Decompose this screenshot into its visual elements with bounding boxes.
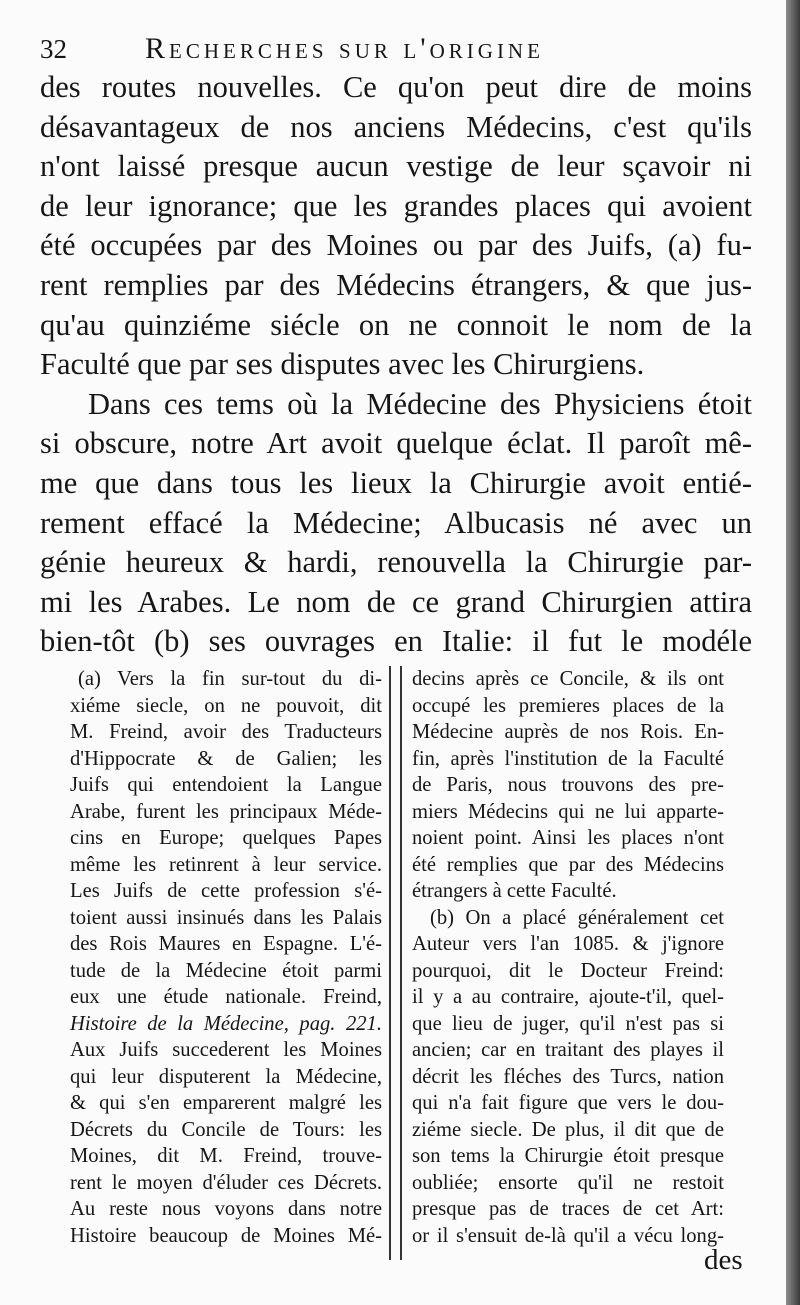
footnote-line: M. Freind, avoir des Traducteurs <box>70 721 382 743</box>
footnote-line: toient aussi insinués dans les Palais <box>70 906 382 929</box>
footnote-line: même les retinrent à leur service. <box>70 853 382 876</box>
footnote-line: il y a au contraire, ajoute-t'il, quel- <box>412 986 724 1008</box>
footnote-line: Décrets du Concile de Tours: les <box>70 1118 382 1141</box>
footnote-line: pourquoi, dit le Docteur Freind: <box>412 959 724 982</box>
text-line: bien-tôt (b) ses ouvrages en Italie: il fut le modéle <box>40 624 752 659</box>
footnote-line: fin, après l'institution de la Faculté <box>412 747 724 770</box>
text-line: été occupées par des Moines ou par des Juifs, (a) fu- <box>40 228 752 263</box>
footnote-line: ziéme siecle. De plus, il dit que de <box>412 1118 724 1141</box>
footnote-line: (b) On a placé généralement cet <box>430 906 724 929</box>
text-line: qu'au quinziéme siécle on ne connoit le nom de la <box>40 307 752 342</box>
footnote-line: ancien; car en traitant des playes il <box>412 1039 724 1061</box>
footnote-column-left <box>70 666 382 1249</box>
footnote-line: noient point. Ainsi les places n'ont <box>412 827 724 849</box>
footnote-line: cins en Europe; quelques Papes <box>70 827 382 849</box>
footnote-line: oubliée; ensorte qu'il ne restoit <box>412 1171 724 1194</box>
footnote-line: & qui s'en emparerent malgré les <box>70 1092 382 1114</box>
footnote-line: de Paris, nous trouvons des pre- <box>412 774 724 796</box>
text-line: Faculté que par ses disputes avec les Chirurgiens. <box>40 347 645 382</box>
column-divider <box>389 666 402 1260</box>
footnote-line: Arabe, furent les principaux Méde- <box>70 800 382 823</box>
footnote-line: que lieu de juger, qu'il n'est pas si <box>412 1012 724 1035</box>
text-line: rement effacé la Médecine; Albucasis né avec un <box>40 505 752 540</box>
text-line: de leur ignorance; que les grandes places qui avoient <box>40 188 752 223</box>
text-line: mi les Arabes. Le nom de ce grand Chirurgien attira <box>40 584 752 619</box>
text-line: désavantageux de nos anciens Médecins, c'est qu'ils <box>40 109 752 144</box>
footnote-line: Moines, dit M. Freind, trouve- <box>70 1145 382 1167</box>
footnote-line: Les Juifs de cette profession s'é- <box>70 880 382 902</box>
text-line: me que dans tous les lieux la Chirurgie avoit entié- <box>40 465 752 500</box>
footnote-line: Aux Juifs succederent les Moines <box>70 1039 382 1061</box>
footnotes <box>70 666 754 1266</box>
footnote-line: Auteur vers l'an 1085. & j'ignore <box>412 933 724 955</box>
footnote-line: étrangers à cette Faculté. <box>412 880 617 902</box>
text-line: génie heureux & hardi, renouvella la Chirurgie par- <box>40 545 752 580</box>
footnote-line: miers Médecins qui ne lui apparte- <box>412 800 724 823</box>
text-line: si obscure, notre Art avoit quelque éclat. Il paroît mê- <box>40 426 752 461</box>
footnote-line: décrit les fléches des Turcs, nation <box>412 1065 724 1088</box>
footnote-line: decins après ce Concile, & ils ont <box>412 668 724 690</box>
footnote-line: Juifs qui entendoient la Langue <box>70 774 382 796</box>
footnote-line: des Rois Maures en Espagne. L'é- <box>70 933 382 955</box>
footnote-line: Médecine auprès de nos Rois. En- <box>412 721 724 743</box>
text-line: Dans ces tems où la Médecine des Physiciens étoit <box>88 386 752 421</box>
footnote-line: Histoire beaucoup de Moines Mé- <box>70 1224 382 1247</box>
footnote-line: Au reste nous voyons dans notre <box>70 1198 382 1220</box>
text-line: rent remplies par des Médecins étrangers, & que jus- <box>40 267 752 302</box>
footnote-line: son tems la Chirurgie étoit presque <box>412 1145 724 1167</box>
footnote-line: or il s'ensuit de-là qu'il a vécu long- <box>412 1224 724 1247</box>
text-line: n'ont laissé presque aucun vestige de leur sçavoir ni <box>40 149 752 184</box>
main-text <box>40 68 752 662</box>
footnote-line: Histoire de la Médecine, pag. 221. <box>70 1012 382 1035</box>
text-line: des routes nouvelles. Ce qu'on peut dire de moins <box>40 70 752 104</box>
catchword: des <box>704 1244 743 1276</box>
footnote-line: d'Hippocrate & de Galien; les <box>70 747 382 770</box>
page-edge-shadow <box>786 0 800 1305</box>
footnote-line: qui n'a fait figure que vers le dou- <box>412 1092 724 1114</box>
footnote-line: presque pas de traces de cet Art: <box>412 1198 724 1220</box>
footnote-line: occupé les premieres places de la <box>412 694 724 717</box>
footnote-line: qui leur disputerent la Médecine, <box>70 1065 382 1088</box>
footnote-column-right <box>412 666 724 1249</box>
footnote-line: eux une étude nationale. Freind, <box>70 986 382 1008</box>
page-number: 32 <box>40 34 67 64</box>
footnote-line: xiéme siecle, on ne pouvoit, dit <box>70 694 382 717</box>
footnote-line: tude de la Médecine étoit parmi <box>70 959 382 982</box>
footnote-line: été remplies que par des Médecins <box>412 853 724 876</box>
running-title: Recherches sur l'origine <box>145 32 544 65</box>
running-head <box>40 30 780 64</box>
footnote-line: rent le moyen d'éluder ces Décrets. <box>70 1171 382 1194</box>
footnote-line: (a) Vers la fin sur-tout du di- <box>78 668 382 690</box>
